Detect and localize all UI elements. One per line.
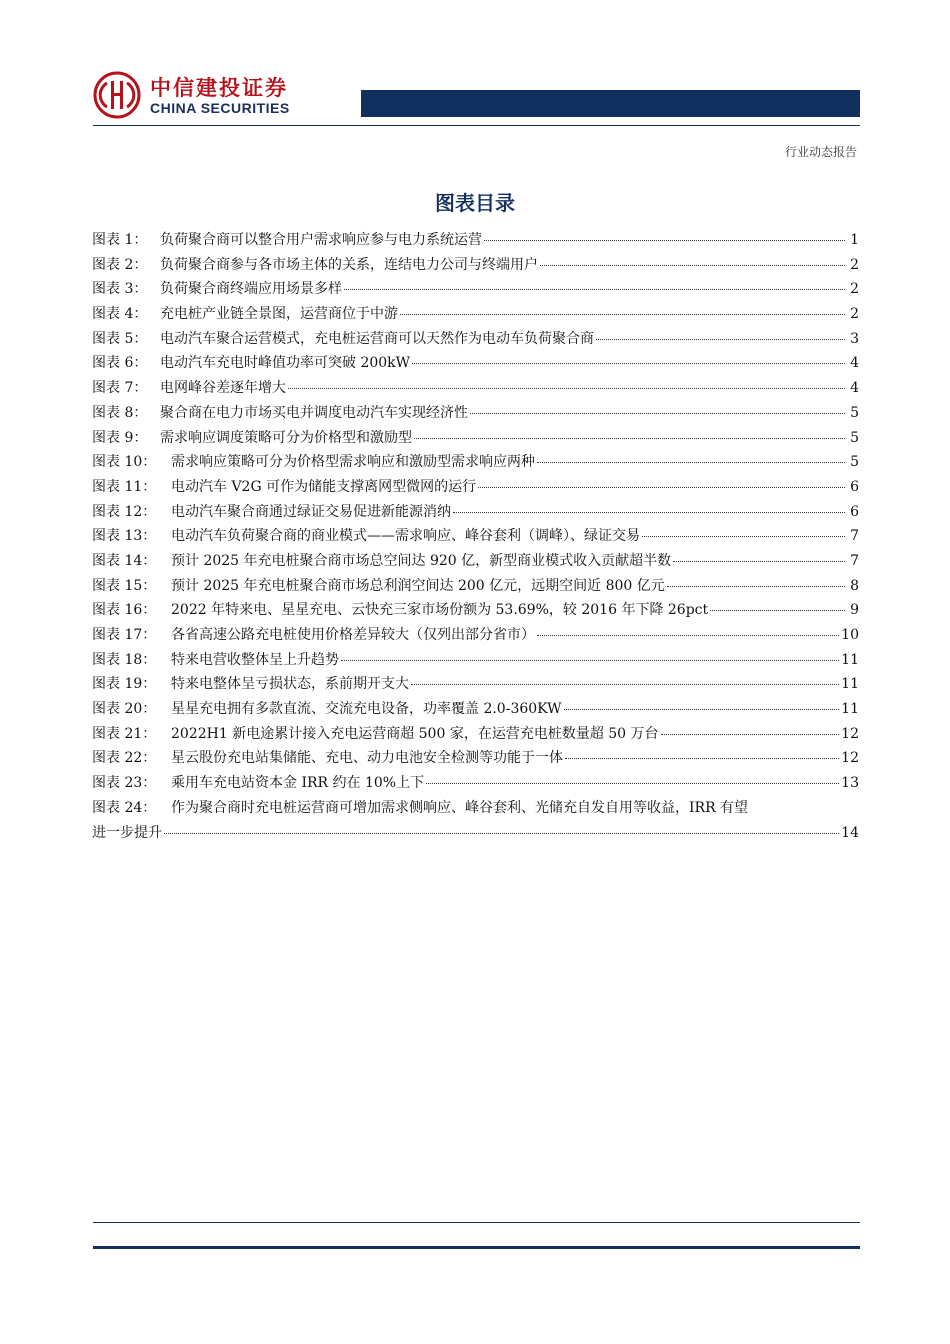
toc-leader-dots — [661, 734, 840, 735]
toc-entry[interactable] — [92, 351, 859, 376]
toc-leader-dots — [710, 610, 845, 611]
toc-entry-page: 10 — [841, 627, 859, 643]
toc-entry-page: 14 — [841, 824, 859, 841]
toc-entry[interactable] — [92, 549, 859, 574]
toc-entry-page: 2 — [850, 256, 859, 273]
toc-entry-page: 8 — [850, 577, 859, 594]
toc-entry-text: 负荷聚合商参与各市场主体的关系，连结电力公司与终端用户 — [160, 256, 538, 273]
toc-entry-page: 5 — [850, 404, 859, 421]
toc-entry-page: 2 — [850, 306, 859, 323]
toc-leader-dots — [453, 512, 845, 513]
toc-entry-page: 7 — [850, 552, 859, 569]
toc-entry[interactable] — [92, 426, 859, 451]
toc-entry-text: 乘用车充电站资本金 IRR 约在 10%上下 — [171, 775, 425, 792]
toc-entry-page: 5 — [850, 429, 859, 446]
toc-entry-label: 图表 4： — [92, 306, 148, 323]
footer-divider-thin — [93, 1222, 860, 1223]
figure-toc — [92, 228, 859, 845]
toc-entry-page: 13 — [841, 775, 859, 792]
toc-entry-label: 图表 21： — [92, 725, 157, 742]
toc-entry[interactable] — [92, 302, 859, 327]
toc-entry-text: 电动汽车充电时峰值功率可突破 200kW — [160, 355, 411, 372]
toc-entry[interactable] — [92, 376, 859, 401]
toc-entry[interactable] — [92, 228, 859, 253]
footer-divider-thick — [93, 1246, 860, 1249]
toc-entry[interactable] — [92, 746, 859, 771]
toc-leader-dots — [470, 413, 845, 414]
toc-entry[interactable] — [92, 475, 859, 500]
toc-entry-label: 图表 18： — [92, 651, 157, 668]
header-divider — [93, 125, 860, 126]
toc-entry[interactable] — [92, 796, 859, 845]
toc-leader-dots — [673, 561, 845, 562]
toc-leader-dots — [537, 462, 845, 463]
toc-leader-dots — [642, 536, 845, 537]
toc-entry-text: 负荷聚合商终端应用场景多样 — [160, 281, 342, 298]
toc-entry-label: 图表 17： — [92, 627, 157, 643]
toc-entry-page: 12 — [841, 725, 859, 742]
toc-title: 图表目录 — [435, 191, 515, 215]
toc-entry-label: 图表 12： — [92, 503, 157, 520]
toc-entry[interactable] — [92, 401, 859, 426]
toc-entry[interactable] — [92, 623, 859, 648]
toc-leader-dots — [411, 684, 839, 685]
toc-entry-page: 1 — [850, 232, 859, 248]
toc-entry-label: 图表 13： — [92, 528, 157, 545]
toc-entry-page: 11 — [841, 701, 859, 718]
toc-entry-page: 4 — [850, 355, 859, 372]
toc-entry[interactable] — [92, 277, 859, 302]
toc-entry[interactable] — [92, 327, 859, 352]
toc-entry-page: 11 — [841, 676, 859, 693]
toc-entry-text: 电动汽车 V2G 可作为储能支撑离网型微网的运行 — [171, 478, 477, 495]
toc-leader-dots — [412, 363, 845, 364]
toc-entry-label: 图表 8： — [92, 404, 148, 421]
toc-entry-page: 9 — [850, 602, 859, 619]
toc-leader-dots — [484, 240, 845, 241]
toc-entry-label: 图表 7： — [92, 380, 148, 397]
toc-entry-text: 聚合商在电力市场买电并调度电动汽车实现经济性 — [160, 404, 468, 421]
page-header — [0, 0, 950, 159]
toc-entry-label: 图表 22： — [92, 750, 157, 767]
toc-entry-page: 11 — [841, 651, 859, 668]
toc-entry[interactable] — [92, 524, 859, 549]
toc-entry-text: 负荷聚合商可以整合用户需求响应参与电力系统运营 — [160, 232, 482, 248]
toc-entry[interactable] — [92, 648, 859, 673]
header-bar — [361, 90, 860, 117]
toc-leader-dots — [667, 586, 845, 587]
toc-leader-dots — [400, 314, 845, 315]
toc-entry-page: 12 — [841, 750, 859, 767]
toc-entry-page: 6 — [850, 503, 859, 520]
toc-entry-page: 5 — [850, 454, 859, 471]
toc-leader-dots — [564, 709, 840, 710]
toc-entry-label: 图表 1： — [92, 232, 148, 248]
toc-entry-text: 各省高速公路充电桩使用价格差异较大（仅列出部分省市） — [171, 627, 535, 643]
toc-entry-page: 4 — [850, 380, 859, 397]
toc-entry-text: 2022H1 新电途累计接入充电运营商超 500 家，在运营充电桩数量超 50 万台 — [171, 725, 659, 742]
toc-entry-label: 图表 10： — [92, 454, 157, 471]
toc-entry-page: 7 — [850, 528, 859, 545]
toc-entry-text: 需求响应策略可分为价格型需求响应和激励型需求响应两种 — [171, 454, 535, 471]
toc-entry-label: 图表 5： — [92, 330, 148, 347]
toc-entry[interactable] — [92, 500, 859, 525]
toc-entry[interactable] — [92, 253, 859, 278]
toc-entry[interactable] — [92, 722, 859, 747]
toc-entry-text: 电动汽车聚合运营模式，充电桩运营商可以天然作为电动车负荷聚合商 — [160, 330, 594, 347]
toc-entry-text: 特来电整体呈亏损状态，系前期开支大 — [171, 676, 409, 693]
toc-entry[interactable] — [92, 771, 859, 796]
toc-leader-dots — [540, 265, 845, 266]
toc-leader-dots — [426, 783, 839, 784]
toc-entry-text: 预计 2025 年充电桩聚合商市场总利润空间达 200 亿元，远期空间近 800 亿元 — [171, 577, 665, 594]
toc-entry[interactable] — [92, 574, 859, 599]
citic-logo-icon — [93, 71, 141, 119]
toc-entry-page: 6 — [850, 478, 859, 495]
toc-entry-label: 图表 19： — [92, 676, 157, 693]
toc-entry-label: 图表 24： — [92, 799, 157, 816]
toc-entry-text: 特来电营收整体呈上升趋势 — [171, 651, 339, 668]
toc-entry[interactable] — [92, 672, 859, 697]
report-type: 行业动态报告 — [784, 145, 857, 159]
toc-entry-text: 星云股份充电站集储能、充电、动力电池安全检测等功能于一体 — [171, 750, 563, 767]
toc-leader-dots — [341, 660, 839, 661]
toc-entry-text: 电动汽车聚合商通过绿证交易促进新能源消纳 — [171, 503, 451, 520]
toc-entry-text: 电网峰谷差逐年增大 — [160, 380, 286, 397]
toc-leader-dots — [537, 635, 839, 636]
brand-name-en: CHINA SECURITIES — [150, 100, 290, 116]
toc-entry-text: 2022 年特来电、星星充电、云快充三家市场份额为 53.69%，较 2016 年下降 26pct — [171, 602, 709, 619]
toc-entry-text: 电动汽车负荷聚合商的商业模式——需求响应、峰谷套利（调峰）、绿证交易 — [171, 528, 640, 545]
toc-entry-label: 图表 3： — [92, 281, 148, 298]
toc-entry-label: 图表 16： — [92, 602, 157, 619]
toc-entry[interactable] — [92, 697, 859, 722]
toc-leader-dots — [414, 438, 845, 439]
toc-entry-label: 图表 6： — [92, 355, 148, 372]
toc-entry-text-cont: 进一步提升 — [92, 824, 162, 841]
toc-entry[interactable] — [92, 450, 859, 475]
toc-entry-label: 图表 11： — [92, 478, 157, 495]
toc-entry-label: 图表 14： — [92, 552, 157, 569]
toc-leader-dots — [478, 487, 845, 488]
toc-entry-text: 星星充电拥有多款直流、交流充电设备，功率覆盖 2.0-360KW — [171, 701, 562, 718]
toc-leader-dots — [344, 289, 845, 290]
toc-entry-text: 作为聚合商时充电桩运营商可增加需求侧响应、峰谷套利、光储充自发自用等收益，IRR 有望 — [171, 799, 749, 816]
toc-entry-page: 2 — [850, 281, 859, 298]
brand-name-cn: 中信建投证券 — [150, 76, 288, 100]
toc-entry-label: 图表 15： — [92, 577, 157, 594]
toc-leader-dots — [288, 388, 845, 389]
toc-entry[interactable] — [92, 598, 859, 623]
toc-entry-text: 预计 2025 年充电桩聚合商市场总空间达 920 亿，新型商业模式收入贡献超半数 — [171, 552, 672, 569]
toc-entry-text: 充电桩产业链全景图，运营商位于中游 — [160, 306, 398, 323]
toc-entry-text: 需求响应调度策略可分为价格型和激励型 — [160, 429, 412, 446]
toc-entry-label: 图表 9： — [92, 429, 148, 446]
toc-entry-page: 3 — [850, 330, 859, 347]
toc-entry-label: 图表 20： — [92, 701, 157, 718]
toc-leader-dots — [164, 833, 839, 834]
toc-leader-dots — [596, 339, 845, 340]
toc-entry-label: 图表 23： — [92, 775, 157, 792]
toc-entry-label: 图表 2： — [92, 256, 148, 273]
toc-leader-dots — [565, 758, 839, 759]
